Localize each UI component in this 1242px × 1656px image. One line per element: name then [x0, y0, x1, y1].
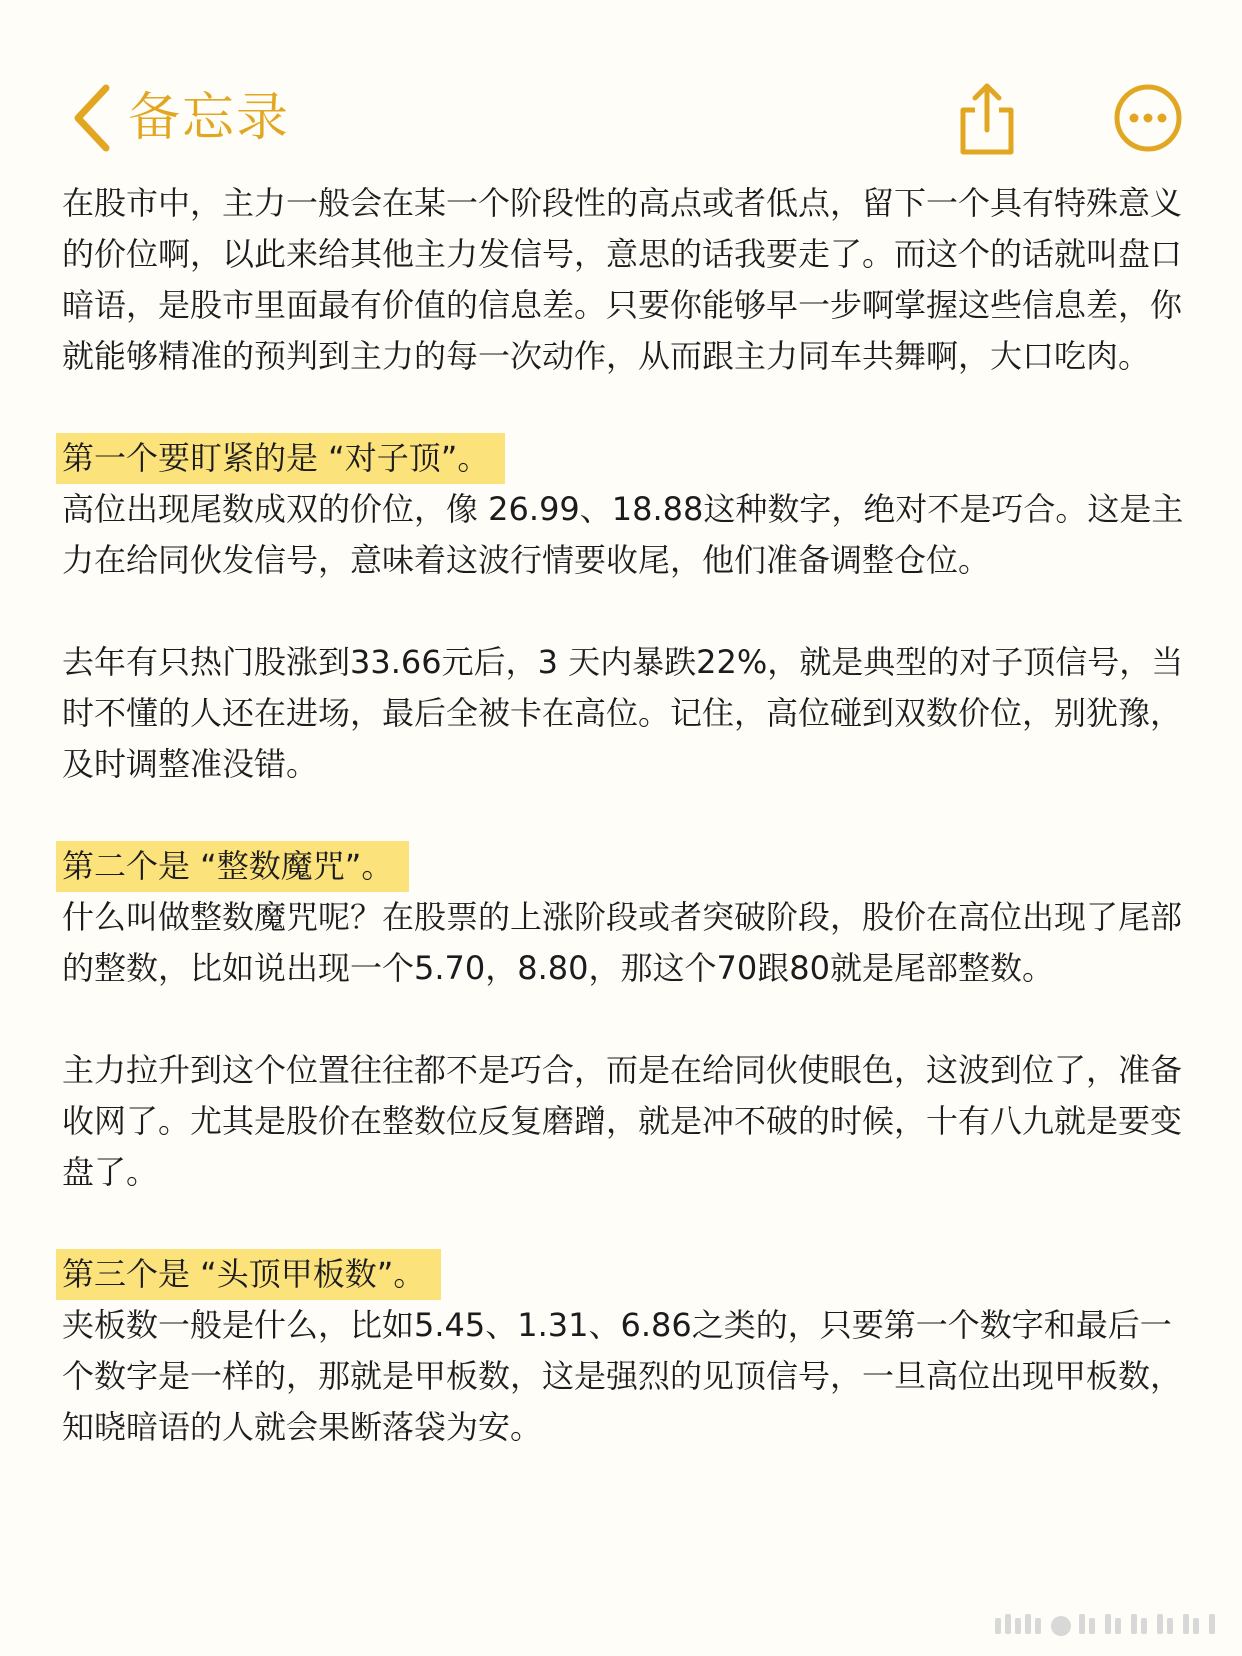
- more-icon: [1112, 82, 1184, 154]
- section-3-heading: 第三个是 “头顶甲板数”。: [56, 1249, 441, 1300]
- spacer: [62, 586, 1192, 637]
- section-2-heading-line: [62, 841, 1192, 892]
- more-button[interactable]: [1112, 82, 1184, 154]
- back-label: 备忘录: [128, 88, 291, 148]
- share-icon: [955, 80, 1019, 160]
- section-1-paragraph-2: 去年有只热门股涨到33.66元后，3 天内暴跌22%，就是典型的对子顶信号，当时不懂的人还在进场，最后全被卡在高位。记住，高位碰到双数价位，别犹豫，及时调整准没错。: [62, 643, 1184, 783]
- watermark-logo: [995, 1612, 1225, 1638]
- nav-bar: [0, 0, 1242, 180]
- spacer: [62, 382, 1192, 433]
- section-2-paragraph-1: 什么叫做整数魔咒呢？在股票的上涨阶段或者突破阶段，股价在高位出现了尾部的整数，比如说出现一个5.70，8.80，那这个70跟80就是尾部整数。: [62, 898, 1183, 987]
- section-2-paragraph-2: 主力拉升到这个位置往往都不是巧合，而是在给同伙使眼色，这波到位了，准备收网了。尤其是股价在整数位反复磨蹭，就是冲不破的时候，十有八九就是要变盘了。: [62, 1051, 1183, 1191]
- chevron-left-icon: [70, 82, 114, 154]
- spacer: [62, 790, 1192, 841]
- section-3-heading-line: [62, 1249, 1192, 1300]
- section-1-heading: 第一个要盯紧的是 “对子顶”。: [56, 433, 505, 484]
- section-1-paragraph-1: 高位出现尾数成双的价位，像 26.99、18.88这种数字，绝对不是巧合。这是主力在给同伙发信号，意味着这波行情要收尾，他们准备调整仓位。: [62, 490, 1184, 579]
- spacer: [62, 994, 1192, 1045]
- note-body[interactable]: [62, 178, 1192, 1453]
- share-button[interactable]: [955, 80, 1019, 160]
- section-2-heading: 第二个是 “整数魔咒”。: [56, 841, 409, 892]
- spacer: [62, 1198, 1192, 1249]
- section-3-paragraph-1: 夹板数一般是什么，比如5.45、1.31、6.86之类的，只要第一个数字和最后一个数字是一样的，那就是甲板数，这是强烈的见顶信号，一旦高位出现甲板数，知晓暗语的人就会果断落袋为安。: [62, 1306, 1183, 1446]
- intro-paragraph: 在股市中，主力一般会在某一个阶段性的高点或者低点，留下一个具有特殊意义的价位啊，以此来给其他主力发信号，意思的话我要走了。而这个的话就叫盘口暗语，是股市里面最有价值的信息差。只要你能够早一步啊掌握这些信息差，你就能够精准的预判到主力的每一次动作，从而跟主力同车共舞啊，大口吃肉。: [62, 184, 1183, 375]
- back-button[interactable]: [70, 78, 290, 158]
- section-1-heading-line: [62, 433, 1192, 484]
